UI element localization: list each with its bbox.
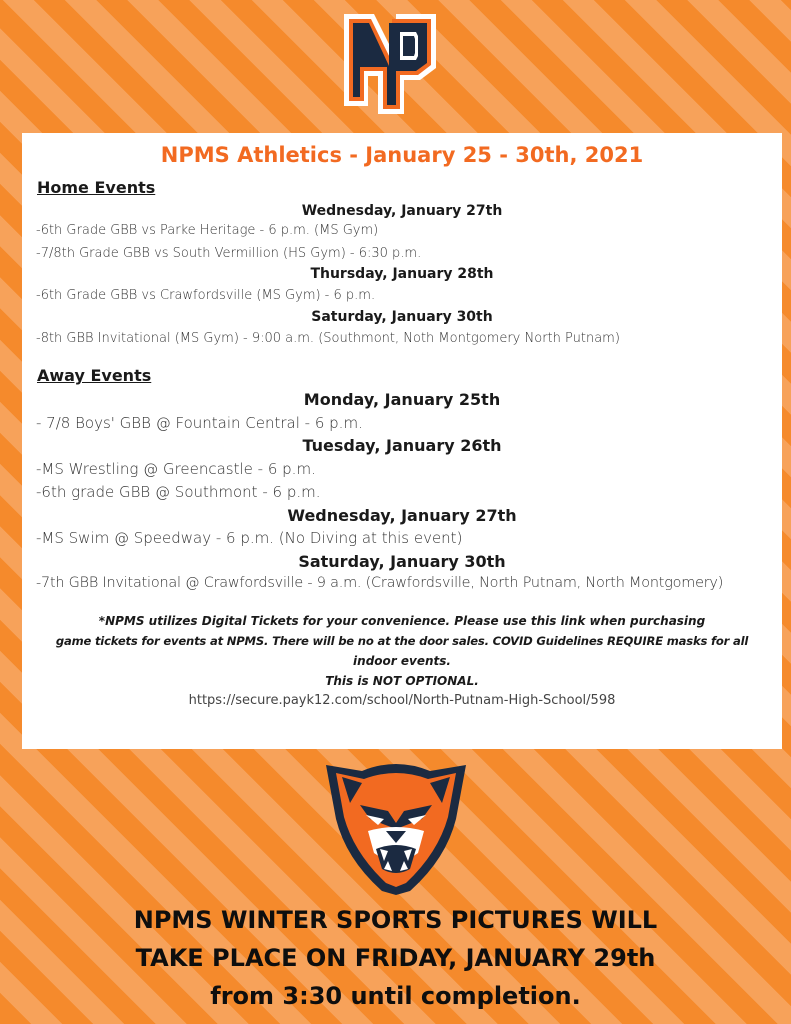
away-day-heading: Wednesday, January 27th xyxy=(287,506,517,525)
ticket-notice-line: indoor events. xyxy=(353,654,451,668)
away-event: -MS Wrestling @ Greencastle - 6 p.m. xyxy=(36,460,316,478)
np-logo xyxy=(338,10,442,118)
away-events-heading: Away Events xyxy=(37,366,152,385)
schedule-card xyxy=(22,133,782,749)
away-event: -MS Swim @ Speedway - 6 p.m. (No Diving at this event) xyxy=(36,529,463,547)
home-event: -6th Grade GBB vs Crawfordsville (MS Gym) - 6 p.m. xyxy=(36,288,376,303)
home-event: -8th GBB Invitational (MS Gym) - 9:00 a.m. (Southmont, Noth Montgomery North Putnam) xyxy=(36,331,620,346)
away-day-heading: Saturday, January 30th xyxy=(298,552,506,571)
away-event: -7th GBB Invitational @ Crawfordsville - 9 a.m. (Crawfordsville, North Putnam, North Montgomery) xyxy=(36,575,724,591)
footer-line: from 3:30 until completion. xyxy=(210,982,581,1010)
home-day-heading: Saturday, January 30th xyxy=(311,309,493,325)
panther-mascot xyxy=(318,757,474,897)
ticket-notice-line: *NPMS utilizes Digital Tickets for your convenience. Please use this link when purchasing xyxy=(98,614,706,628)
ticket-notice-line: game tickets for events at NPMS. There will be no at the door sales. COVID Guidelines REQUIRE masks for all xyxy=(55,634,749,648)
away-event: -6th grade GBB @ Southmont - 6 p.m. xyxy=(36,483,321,501)
ticket-link[interactable]: https://secure.payk12.com/school/North-Putnam-High-School/598 xyxy=(188,693,616,708)
footer-line: NPMS WINTER SPORTS PICTURES WILL xyxy=(133,906,658,934)
panther-head-icon xyxy=(318,757,474,897)
np-monogram-icon xyxy=(338,10,442,118)
home-day-heading: Thursday, January 28th xyxy=(310,266,494,282)
page-title: NPMS Athletics - January 25 - 30th, 2021 xyxy=(160,143,644,167)
away-event: - 7/8 Boys' GBB @ Fountain Central - 6 p.m. xyxy=(36,414,363,432)
home-events-heading: Home Events xyxy=(37,178,156,197)
away-day-heading: Monday, January 25th xyxy=(303,390,501,409)
home-day-heading: Wednesday, January 27th xyxy=(301,203,503,219)
footer-line: TAKE PLACE ON FRIDAY, JANUARY 29th xyxy=(135,944,656,972)
home-event: -6th Grade GBB vs Parke Heritage - 6 p.m. (MS Gym) xyxy=(36,223,379,238)
home-event: -7/8th Grade GBB vs South Vermillion (HS Gym) - 6:30 p.m. xyxy=(36,246,422,261)
away-day-heading: Tuesday, January 26th xyxy=(302,436,502,455)
ticket-notice-line: This is NOT OPTIONAL. xyxy=(325,674,479,688)
